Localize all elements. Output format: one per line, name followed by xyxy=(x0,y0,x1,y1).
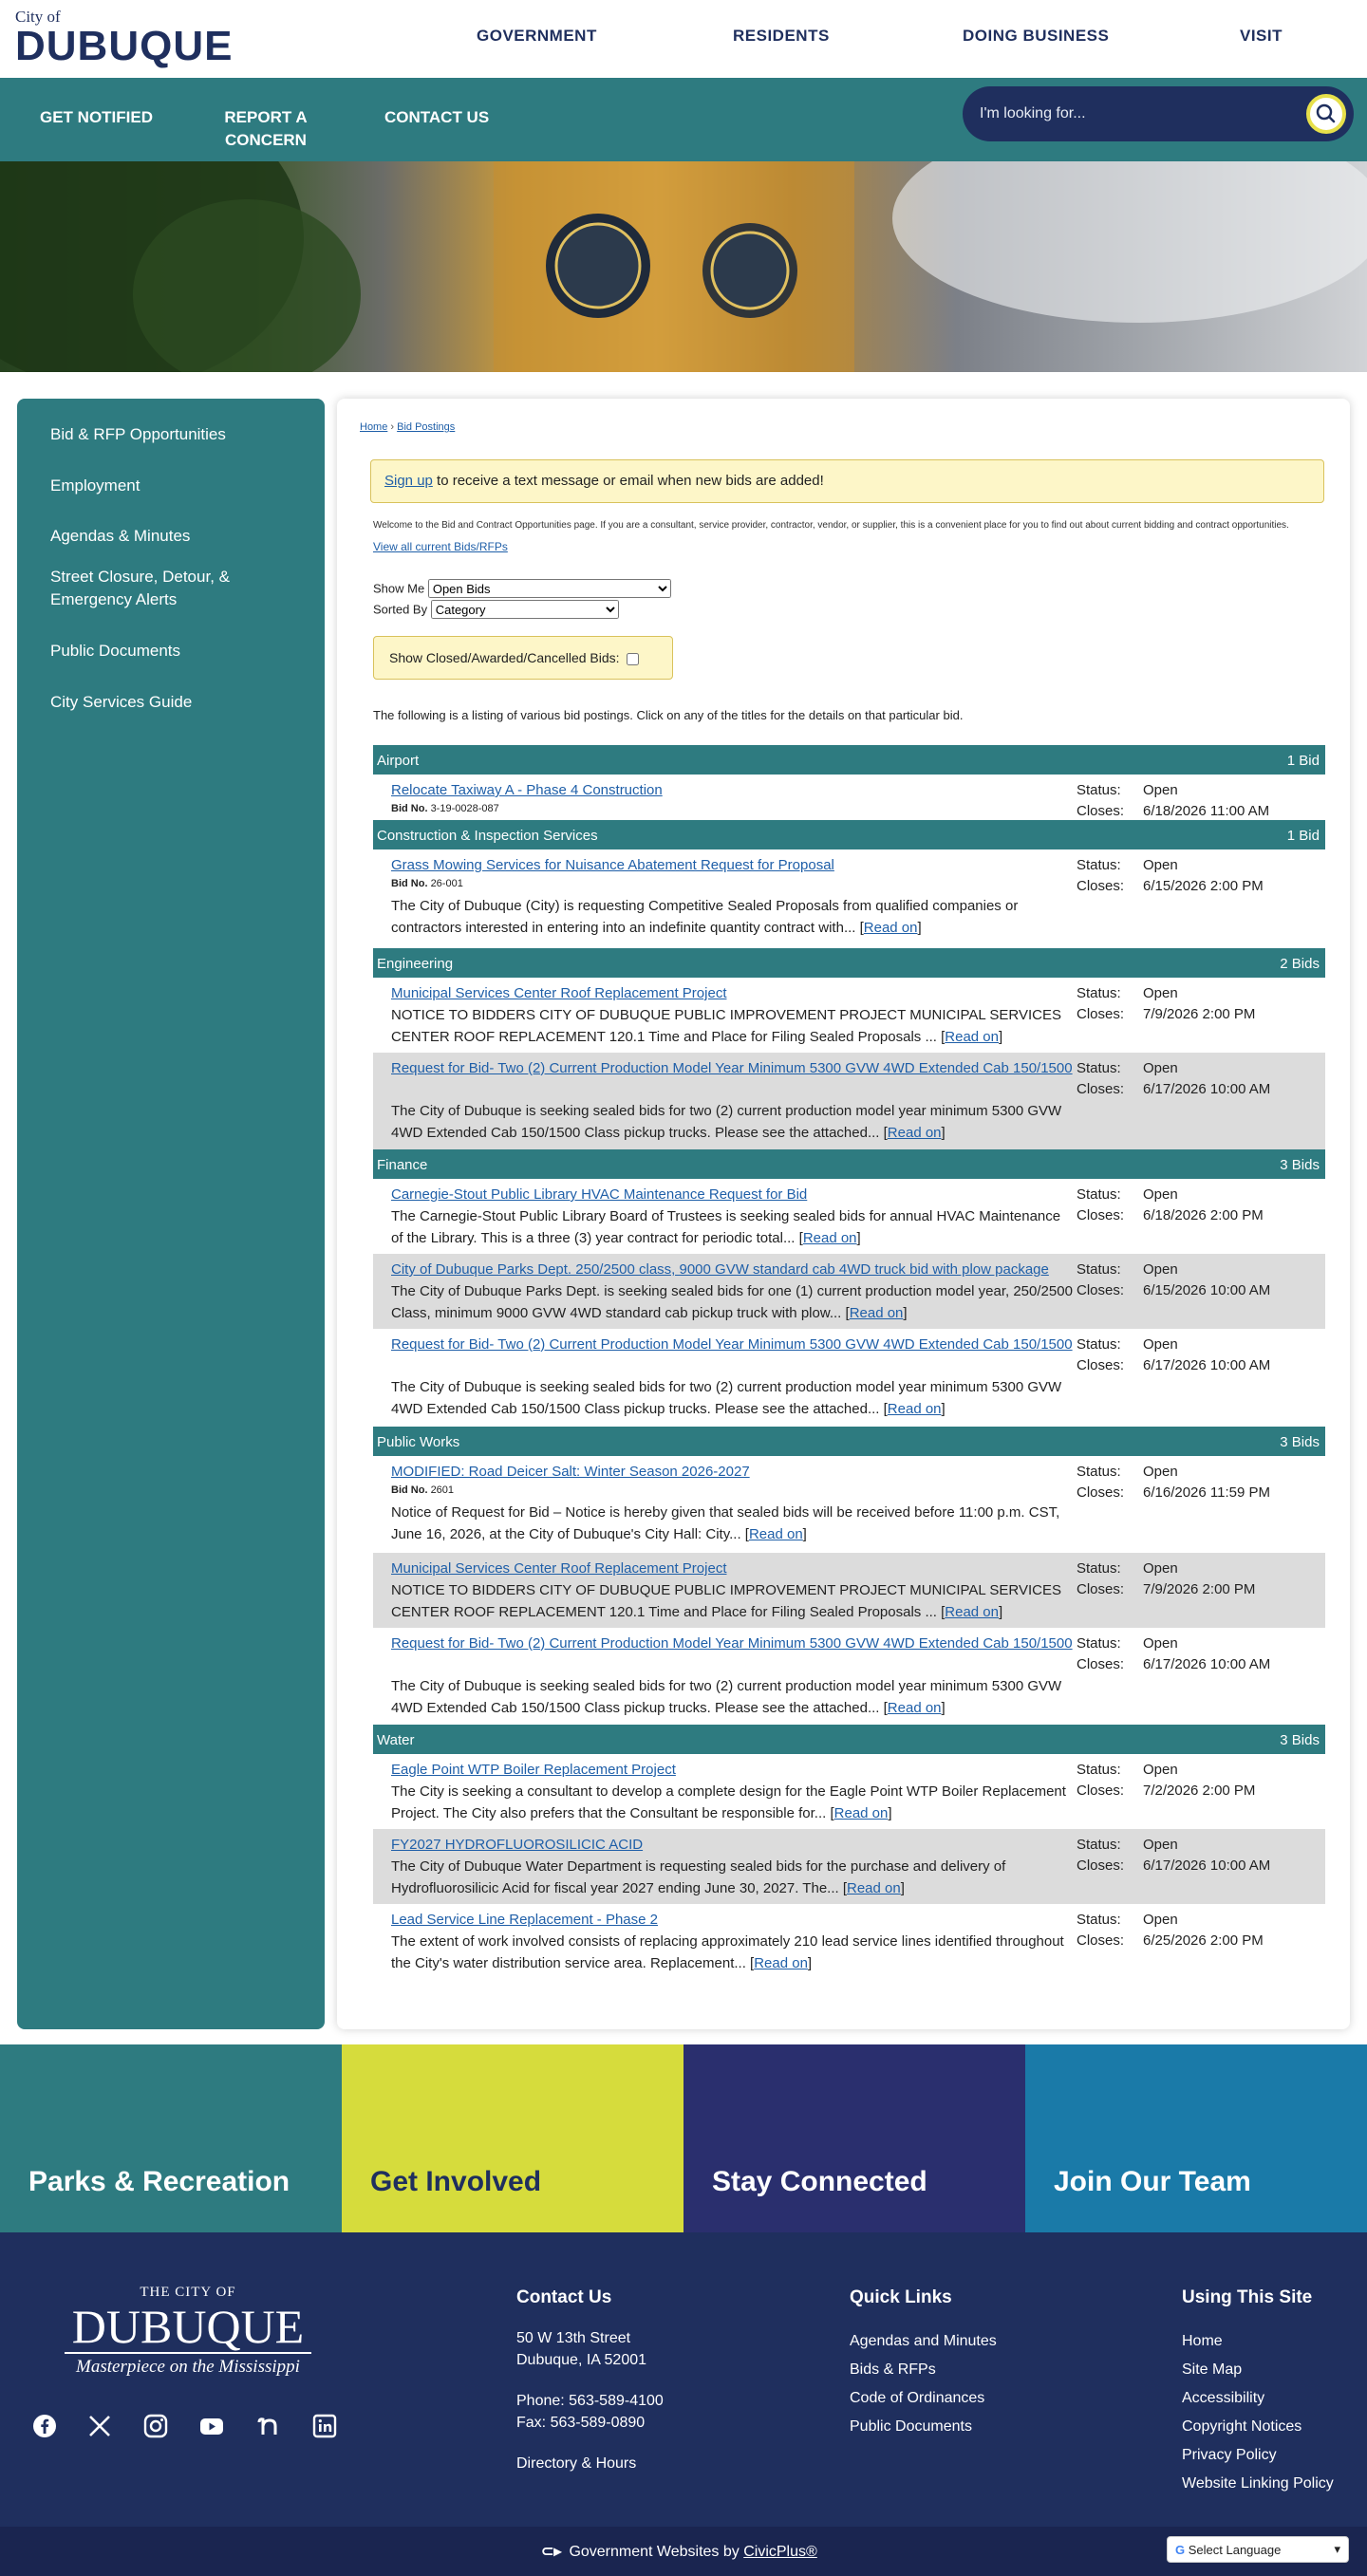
footer-contact xyxy=(516,2287,664,2474)
bid-row xyxy=(373,775,1325,820)
sidebar-item-city-services-guide[interactable]: City Services Guide xyxy=(50,693,193,711)
status-label: Status: xyxy=(1077,1762,1121,1778)
directory-hours-link[interactable]: Directory & Hours xyxy=(516,2455,637,2472)
language-select-label: Select Language xyxy=(1188,2543,1282,2557)
report-concern-link[interactable]: REPORT A CONCERN xyxy=(224,108,308,149)
closes-label: Closes: xyxy=(1077,878,1125,894)
footer-logo-tagline: Masterpiece on the Mississippi xyxy=(76,2357,300,2377)
status-value: Open xyxy=(1143,1762,1178,1778)
footer-quick-links xyxy=(850,2287,997,2441)
category-name: Construction & Inspection Services xyxy=(377,828,598,844)
category-name: Water xyxy=(377,1732,415,1748)
status-value: Open xyxy=(1143,1560,1178,1577)
status-value: Open xyxy=(1143,1837,1178,1853)
bid-row xyxy=(373,1754,1325,1829)
phone: Phone: 563-589-4100 xyxy=(516,2393,664,2409)
bid-title-link[interactable]: Request for Bid- Two (2) Current Production Model Year Minimum 5300 GVW 4WD Extended Cab 150/1500 xyxy=(391,1060,1073,1076)
show-closed-box xyxy=(373,636,673,680)
status-value: Open xyxy=(1143,1464,1178,1480)
bid-row xyxy=(373,1254,1325,1329)
bid-meta xyxy=(1077,1260,1323,1301)
status-label: Status: xyxy=(1077,1837,1121,1853)
closes-value: 6/17/2026 10:00 AM xyxy=(1143,1857,1271,1874)
bid-number: Bid No. 3-19-0028-087 xyxy=(391,803,499,814)
linkedin-icon[interactable] xyxy=(311,2413,338,2439)
contact-title: Contact Us xyxy=(516,2287,612,2307)
social-links xyxy=(31,2413,354,2441)
bid-meta xyxy=(1077,983,1323,1025)
using-site-link[interactable]: Website Linking Policy xyxy=(1182,2475,1334,2492)
nav-residents[interactable]: RESIDENTS xyxy=(733,27,830,45)
closes-label: Closes: xyxy=(1077,1006,1125,1022)
status-label: Status: xyxy=(1077,1635,1121,1652)
facebook-icon[interactable] xyxy=(31,2413,58,2439)
closes-value: 6/16/2026 11:59 PM xyxy=(1143,1484,1270,1501)
closes-label: Closes: xyxy=(1077,1282,1125,1298)
status-value: Open xyxy=(1143,1336,1178,1353)
category-header xyxy=(373,1725,1325,1754)
promo-join-our-team[interactable] xyxy=(1025,2044,1367,2232)
bid-row xyxy=(373,1553,1325,1628)
logo-big-text: DUBUQUE xyxy=(15,23,234,69)
civicplus-credit xyxy=(541,2542,817,2561)
closes-value: 6/17/2026 10:00 AM xyxy=(1143,1357,1271,1373)
bid-description: NOTICE TO BIDDERS CITY OF DUBUQUE PUBLIC IMPROVEMENT PROJECT MUNICIPAL SERVICES CENTER ROOF REPLACEMENT 120.1 Time and Place for Filing Sealed Proposals ... [Read on] xyxy=(391,1582,1061,1620)
status-label: Status: xyxy=(1077,985,1121,1001)
hero-image xyxy=(0,161,1367,372)
bid-title-link[interactable]: City of Dubuque Parks Dept. 250/2500 class, 9000 GVW standard cab 4WD truck bid with plow package xyxy=(391,1261,1049,1278)
bid-title-link[interactable]: Lead Service Line Replacement - Phase 2 xyxy=(391,1912,659,1928)
show-closed-checkbox[interactable] xyxy=(627,653,639,665)
read-on-link[interactable]: Read on xyxy=(887,1401,942,1417)
contact-us-link[interactable]: CONTACT US xyxy=(384,108,490,126)
listing-intro: The following is a listing of various bid postings. Click on any of the titles for the details on that particular bid. xyxy=(373,708,964,722)
main-nav xyxy=(418,27,1367,49)
category-count: 3 Bids xyxy=(1280,1434,1320,1450)
bid-title-link[interactable]: MODIFIED: Road Deicer Salt: Winter Season 2026-2027 xyxy=(391,1464,750,1480)
bid-description: The City of Dubuque (City) is requesting Competitive Sealed Proposals from qualified companies or contractors interested in entering into an indefinite quantity contract with... [Read on] xyxy=(391,898,1019,936)
signup-notice xyxy=(370,459,1324,503)
bid-row xyxy=(373,1179,1325,1254)
bid-title-link[interactable]: Request for Bid- Two (2) Current Production Model Year Minimum 5300 GVW 4WD Extended Cab 150/1500 xyxy=(391,1336,1073,1353)
bid-row xyxy=(373,1829,1325,1904)
nav-visit[interactable]: VISIT xyxy=(1240,27,1283,45)
nextdoor-icon[interactable] xyxy=(255,2413,282,2439)
get-notified-link[interactable]: GET NOTIFIED xyxy=(40,108,153,126)
promo-parks-recreation[interactable] xyxy=(0,2044,342,2232)
category-header xyxy=(373,948,1325,978)
category-name: Engineering xyxy=(377,956,454,972)
category-header xyxy=(373,820,1325,849)
read-on-link[interactable]: Read on xyxy=(847,1880,901,1896)
sidebar xyxy=(17,399,325,2029)
footer-logo-t1: THE CITY OF xyxy=(140,2285,236,2300)
bid-title-link[interactable]: FY2027 HYDROFLUOROSILICIC ACID xyxy=(391,1837,644,1853)
view-all-bids-link[interactable]: View all current Bids/RFPs xyxy=(373,540,508,553)
quick-links-title: Quick Links xyxy=(850,2287,952,2307)
closes-label: Closes: xyxy=(1077,1484,1125,1501)
status-label: Status: xyxy=(1077,857,1121,873)
status-label: Status: xyxy=(1077,1560,1121,1577)
sidebar-item-employment[interactable]: Employment xyxy=(50,476,140,495)
category-count: 1 Bid xyxy=(1286,828,1320,844)
category-header xyxy=(373,745,1325,775)
status-label: Status: xyxy=(1077,1186,1121,1203)
bid-row xyxy=(373,1628,1325,1725)
bid-title-link[interactable]: Municipal Services Center Roof Replacement Project xyxy=(391,1560,727,1577)
bid-description: The City of Dubuque is seeking sealed bids for two (2) current production model year minimum 5300 GVW 4WD Extended Cab 150/1500 Class pickup trucks. Please see the attached... [Read on] xyxy=(391,1103,1062,1141)
closes-value: 6/25/2026 2:00 PM xyxy=(1143,1932,1264,1949)
main-content xyxy=(337,399,1350,2029)
category-header xyxy=(373,1149,1325,1179)
bid-title-link[interactable]: Carnegie-Stout Public Library HVAC Maintenance Request for Bid xyxy=(391,1186,808,1203)
category-count: 3 Bids xyxy=(1280,1157,1320,1173)
search-icon xyxy=(1310,98,1342,130)
bid-meta xyxy=(1077,780,1323,822)
site-logo[interactable] xyxy=(15,8,234,68)
promo-label: Get Involved xyxy=(370,2166,542,2197)
bid-row xyxy=(373,978,1325,1053)
category-count: 3 Bids xyxy=(1280,1732,1320,1748)
read-on-link[interactable]: Read on xyxy=(887,1700,942,1716)
promo-label: Stay Connected xyxy=(712,2166,927,2197)
closes-label: Closes: xyxy=(1077,1656,1125,1672)
closes-value: 6/15/2026 10:00 AM xyxy=(1143,1282,1271,1298)
closes-value: 7/9/2026 2:00 PM xyxy=(1143,1006,1256,1022)
bid-description: The extent of work involved consists of replacing approximately 210 lead service lines identified throughout the City's water distribution service area. Replacement... [Read on] xyxy=(391,1933,1064,1971)
secondary-bar xyxy=(0,78,1367,161)
promo-get-involved[interactable] xyxy=(342,2044,684,2232)
bid-meta xyxy=(1077,1335,1323,1376)
nav-government[interactable]: GOVERNMENT xyxy=(477,27,597,45)
bid-title-link[interactable]: Request for Bid- Two (2) Current Production Model Year Minimum 5300 GVW 4WD Extended Cab 150/1500 xyxy=(391,1635,1073,1652)
chevron-down-icon: ▾ xyxy=(1334,2542,1340,2556)
top-header xyxy=(0,0,1367,78)
bid-number: Bid No. 26-001 xyxy=(391,878,463,889)
breadcrumb-bid-postings[interactable]: Bid Postings xyxy=(397,421,456,433)
bid-title-link[interactable]: Relocate Taxiway A - Phase 4 Construction xyxy=(391,782,663,798)
search-box xyxy=(963,86,1354,141)
bid-meta xyxy=(1077,1185,1323,1226)
bid-description: The City of Dubuque Parks Dept. is seeking sealed bids for one (1) current production model year, 250/2500 Class, minimum 9000 GVW 4WD standard cab pickup truck with plow... [Read on] xyxy=(391,1283,1073,1321)
sidebar-item-public-documents[interactable]: Public Documents xyxy=(50,642,181,660)
bid-meta xyxy=(1077,1910,1323,1951)
category-name: Public Works xyxy=(377,1434,460,1450)
status-value: Open xyxy=(1143,782,1178,798)
closes-value: 6/15/2026 2:00 PM xyxy=(1143,878,1264,894)
bid-meta xyxy=(1077,1633,1323,1675)
closes-value: 7/2/2026 2:00 PM xyxy=(1143,1783,1256,1799)
youtube-icon[interactable] xyxy=(198,2413,225,2439)
quick-link[interactable]: Public Documents xyxy=(850,2418,972,2435)
bid-row xyxy=(373,1329,1325,1427)
closes-value: 7/9/2026 2:00 PM xyxy=(1143,1581,1256,1597)
instagram-icon[interactable] xyxy=(142,2413,169,2439)
read-on-link[interactable]: Read on xyxy=(802,1230,857,1246)
sorted-by-select[interactable] xyxy=(431,600,619,619)
read-on-link[interactable]: Read on xyxy=(945,1604,999,1620)
status-value: Open xyxy=(1143,1186,1178,1203)
fax: Fax: 563-589-0890 xyxy=(516,2415,646,2431)
promo-tiles xyxy=(0,2044,1367,2232)
closes-value: 6/17/2026 10:00 AM xyxy=(1143,1656,1271,1672)
category-header xyxy=(373,1427,1325,1456)
quick-link[interactable]: Bids & RFPs xyxy=(850,2361,936,2378)
sidebar-item-street-closure[interactable]: Street Closure, Detour, & Emergency Alerts xyxy=(50,568,230,608)
civicplus-link[interactable]: CivicPlus® xyxy=(743,2544,817,2560)
promo-stay-connected[interactable] xyxy=(684,2044,1025,2232)
bid-row xyxy=(373,849,1325,948)
promo-label: Join Our Team xyxy=(1054,2166,1251,2197)
bid-meta xyxy=(1077,1462,1323,1503)
bid-title-link[interactable]: Municipal Services Center Roof Replacement Project xyxy=(391,985,727,1001)
gov-websites-text: Government Websites by xyxy=(569,2544,744,2560)
bid-row xyxy=(373,1053,1325,1149)
closes-label: Closes: xyxy=(1077,1932,1125,1949)
bottom-bar xyxy=(0,2527,1367,2576)
bid-description: The City of Dubuque Water Department is requesting sealed bids for the purchase and delivery of Hydrofluorosilicic Acid for fiscal year 2027 ending June 30, 2027. The... [Read on] xyxy=(391,1858,1006,1896)
using-site-link[interactable]: Copyright Notices xyxy=(1182,2418,1302,2435)
bid-title-link[interactable]: Eagle Point WTP Boiler Replacement Project xyxy=(391,1762,676,1778)
using-site-link[interactable]: Privacy Policy xyxy=(1182,2447,1277,2463)
welcome-text: Welcome to the Bid and Contract Opportunities page. If you are a consultant, service provider, contractor, vendor, or supplier, this is a convenient place for you to find out about current bidding and contract opportunities. xyxy=(373,520,1289,531)
category-name: Airport xyxy=(377,753,420,769)
closes-label: Closes: xyxy=(1077,1581,1125,1597)
read-on-link[interactable]: Read on xyxy=(849,1305,904,1321)
closes-label: Closes: xyxy=(1077,1081,1125,1097)
show-me-label: Show Me xyxy=(373,581,425,596)
hero-banner xyxy=(0,161,1367,372)
bid-description: The City of Dubuque is seeking sealed bids for two (2) current production model year minimum 5300 GVW 4WD Extended Cab 150/1500 Class pickup trucks. Please see the attached... [Read on] xyxy=(391,1678,1062,1716)
signup-link[interactable]: Sign up xyxy=(384,473,433,489)
sorted-by-label: Sorted By xyxy=(373,602,428,617)
bid-description: The City is seeking a consultant to develop a complete design for the Eagle Point WTP Boiler Replacement Project. The City also prefers that the Consultant be responsible for... [Read on] xyxy=(391,1783,1066,1821)
bid-meta xyxy=(1077,1760,1323,1801)
status-label: Status: xyxy=(1077,782,1121,798)
breadcrumb-separator: › xyxy=(390,421,395,433)
read-on-link[interactable]: Read on xyxy=(945,1029,999,1045)
status-value: Open xyxy=(1143,1635,1178,1652)
bid-description: Notice of Request for Bid – Notice is hereby given that sealed bids will be received before 11:00 p.m. CST, June 16, 2026, at the City of Dubuque's City Hall: City... [Read on] xyxy=(391,1504,1060,1542)
closes-label: Closes: xyxy=(1077,1207,1125,1223)
status-value: Open xyxy=(1143,1060,1178,1076)
bid-description: The Carnegie-Stout Public Library Board of Trustees is seeking sealed bids for annual HVAC Maintenance of the Library. This is a three (3) year contract for periodic total... [Read on] xyxy=(391,1208,1061,1246)
bid-meta xyxy=(1077,855,1323,897)
status-label: Status: xyxy=(1077,1336,1121,1353)
category-count: 2 Bids xyxy=(1280,956,1320,972)
bid-title-link[interactable]: Grass Mowing Services for Nuisance Abatement Request for Proposal xyxy=(391,857,834,873)
breadcrumb xyxy=(360,421,455,433)
breadcrumb-home[interactable]: Home xyxy=(360,421,388,433)
bid-number: Bid No. 2601 xyxy=(391,1484,455,1496)
closes-label: Closes: xyxy=(1077,803,1125,819)
bid-description: The City of Dubuque is seeking sealed bids for two (2) current production model year minimum 5300 GVW 4WD Extended Cab 150/1500 Class pickup trucks. Please see the attached... [Read on] xyxy=(391,1379,1062,1417)
bid-meta xyxy=(1077,1559,1323,1600)
using-site-link[interactable]: Home xyxy=(1182,2333,1223,2349)
bid-meta xyxy=(1077,1058,1323,1100)
signup-notice-text: to receive a text message or email when new bids are added! xyxy=(432,473,824,489)
bid-row xyxy=(373,1904,1325,1979)
closes-value: 6/18/2026 2:00 PM xyxy=(1143,1207,1264,1223)
closes-label: Closes: xyxy=(1077,1857,1125,1874)
footer-logo-t2: DUBUQUE xyxy=(65,2301,311,2354)
status-label: Status: xyxy=(1077,1261,1121,1278)
x-icon[interactable] xyxy=(86,2413,113,2439)
status-label: Status: xyxy=(1077,1060,1121,1076)
status-value: Open xyxy=(1143,857,1178,873)
using-site-link[interactable]: Site Map xyxy=(1182,2361,1243,2378)
language-select[interactable] xyxy=(1167,2536,1349,2563)
search-button[interactable] xyxy=(1306,94,1346,134)
read-on-link[interactable]: Read on xyxy=(833,1805,889,1821)
category-name: Finance xyxy=(377,1157,428,1173)
closes-label: Closes: xyxy=(1077,1783,1125,1799)
read-on-link[interactable]: Read on xyxy=(887,1125,942,1141)
read-on-link[interactable]: Read on xyxy=(754,1955,808,1971)
footer-logo[interactable] xyxy=(65,2285,311,2391)
status-label: Status: xyxy=(1077,1912,1121,1928)
search-input[interactable] xyxy=(980,102,1264,126)
closes-value: 6/18/2026 11:00 AM xyxy=(1143,803,1270,819)
using-site-title: Using This Site xyxy=(1182,2287,1313,2307)
show-closed-label: Show Closed/Awarded/Cancelled Bids: xyxy=(389,650,620,665)
status-value: Open xyxy=(1143,985,1178,1001)
closes-label: Closes: xyxy=(1077,1357,1125,1373)
address-line-2: Dubuque, IA 52001 xyxy=(516,2352,647,2368)
bid-meta xyxy=(1077,1835,1323,1876)
nav-doing-business[interactable]: DOING BUSINESS xyxy=(963,27,1110,45)
sidebar-item-agendas-minutes[interactable]: Agendas & Minutes xyxy=(50,527,191,545)
read-on-link[interactable]: Read on xyxy=(748,1526,803,1542)
status-value: Open xyxy=(1143,1261,1178,1278)
status-value: Open xyxy=(1143,1912,1178,1928)
footer xyxy=(0,2232,1367,2527)
bid-row xyxy=(373,1456,1325,1553)
quick-link[interactable]: Agendas and Minutes xyxy=(850,2333,997,2349)
bid-description: NOTICE TO BIDDERS CITY OF DUBUQUE PUBLIC IMPROVEMENT PROJECT MUNICIPAL SERVICES CENTER ROOF REPLACEMENT 120.1 Time and Place for Filing Sealed Proposals ... [Read on] xyxy=(391,1007,1061,1045)
google-g-icon: G xyxy=(1175,2543,1186,2557)
address-line-1: 50 W 13th Street xyxy=(516,2330,631,2346)
status-label: Status: xyxy=(1077,1464,1121,1480)
logo-small-text: City of xyxy=(15,8,61,26)
sidebar-item-bid-rfp[interactable]: Bid & RFP Opportunities xyxy=(50,425,226,443)
category-count: 1 Bid xyxy=(1286,753,1320,769)
civicplus-icon: ⊂▸ xyxy=(541,2544,562,2560)
read-on-link[interactable]: Read on xyxy=(863,920,918,936)
quick-link[interactable]: Code of Ordinances xyxy=(850,2390,985,2406)
closes-value: 6/17/2026 10:00 AM xyxy=(1143,1081,1271,1097)
using-site-link[interactable]: Accessibility xyxy=(1182,2390,1265,2406)
promo-label: Parks & Recreation xyxy=(28,2166,290,2197)
show-me-select[interactable] xyxy=(428,579,671,598)
footer-using-site xyxy=(1182,2287,1334,2498)
